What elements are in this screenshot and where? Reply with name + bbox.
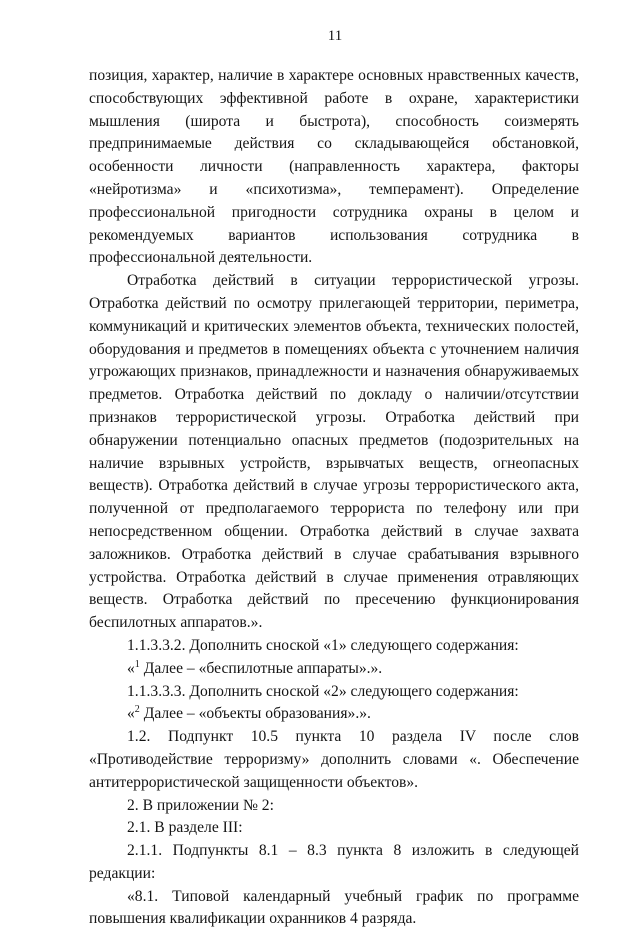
footnote-1-marker: 1 [134,658,140,670]
footnote-2-content: Далее – «объекты образования».». [139,705,371,723]
page-number: 11 [327,28,343,44]
paragraph-subitem-10-5: 1.2. Подпункт 10.5 пункта 10 раздела IV после слов «Противодействие терроризму» дополнить словами «. Обеспечение антитеррористической защищенности объектов». [89,728,579,791]
paragraph-terrorist-threat-drills: Отработка действий в ситуации террористической угрозы. Отработка действий по осмотру прилегающей территории, периметра, коммуникаций и критических элементов объекта, технических полостей, оборудования и предметов в помещениях объекта с уточнением наличия угрожающих признаков, принадлежности и назначения обнаруживаемых предметов. Отработка действий по докладу о наличии/отсутствии признаков террористической угрозы. Отработка действий при обнаружении потенциально опасных предметов (подозрительных на наличие взрывных устройств, взрывчатых веществ, огнеопасных веществ). Отработка действий в случае угрозы террористического акта, полученной от предполагаемого террориста по телефону или при непосредственном общении. Отработка действий в случае захвата заложников. Отработка действий в случае срабатывания взрывного устройства. Отработка действий в случае применения отравляющих веществ. Отработка действий по пресечению функционирования беспилотных аппаратов.». [89,272,579,632]
paragraph-section-3: 2.1. В разделе III: [127,819,243,837]
footnote-1-open-quote: « [127,659,135,677]
paragraph-footnote-2-text [89,703,579,726]
paragraph-appendix-2: 2. В приложении № 2: [127,796,274,814]
footnote-2-open-quote: « [127,705,135,723]
paragraph-footnote-1-text [89,658,579,681]
footnote-1-content: Далее – «беспилотные аппараты».». [139,659,383,677]
paragraph-subitems-8-1-8-3: 2.1.1. Подпункты 8.1 – 8.3 пункта 8 изложить в следующей редакции: [89,842,579,882]
footnote-2-marker: 2 [134,704,140,716]
paragraph-calendar-schedule: «8.1. Типовой календарный учебный график по программе повышения квалификации охранников 4 разряда. [89,887,579,928]
paragraph-footnote-2-instruction: 1.1.3.3.3. Дополнить сноской «2» следующего содержания: [127,682,519,700]
document-body [89,65,579,931]
paragraph-personality-assessment: позиция, характер, наличие в характере основных нравственных качеств, способствующих эффективной работе в охране, характеристики мышления (широта и быстрота), способность соизмерять предпринимаемые действия со складывающейся обстановкой, особенности личности (направленность характера, факторы «нейротизма» и «психотизма», темперамент). Определение профессиональной пригодности сотрудника охраны в целом и рекомендуемых вариантов использования сотрудника в профессиональной деятельности. [89,67,579,267]
paragraph-footnote-1-instruction: 1.1.3.3.2. Дополнить сноской «1» следующего содержания: [127,636,519,654]
